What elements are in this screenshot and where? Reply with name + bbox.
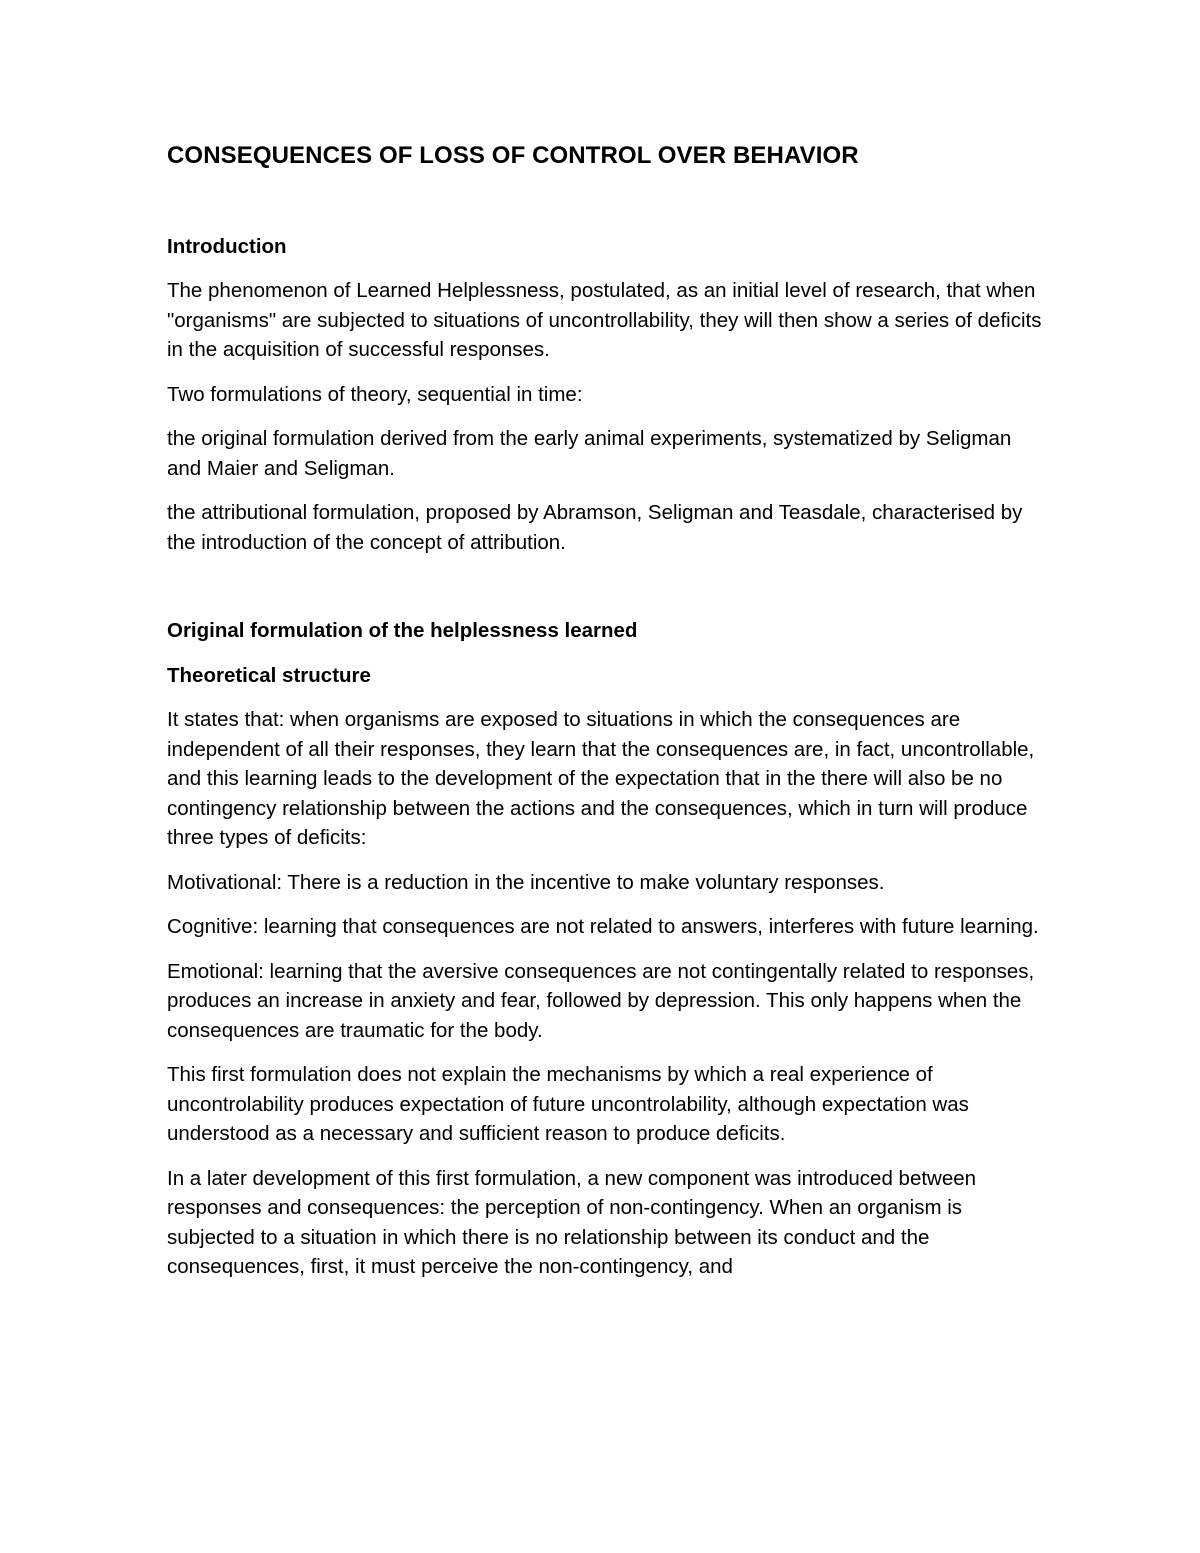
- deficit-emotional: Emotional: learning that the aversive consequences are not contingentally related to responses, produces an increase in anxiety and fear, followed by depression. This only happens when the consequences are traumatic for the body.: [167, 959, 1035, 1042]
- theory-paragraph-5: This first formulation does not explain the mechanisms by which a real experience of uncontrolability produces expectation of future uncontrolability, although expectation was understood as a necessary and sufficient reason to produce deficits.: [167, 1063, 969, 1145]
- intro-paragraph-4: the attributional formulation, proposed by Abramson, Seligman and Teasdale, characterised by the introduction of the concept of attribution.: [167, 501, 1023, 554]
- theory-paragraph-1: It states that: when organisms are exposed to situations in which the consequences are independent of all their responses, they learn that the consequences are, in fact, uncontrollable, and this learning leads to the development of the expectation that in the there will also be no contingency relationship between the actions and the consequences, which in turn will produce three types of deficits:: [167, 708, 1035, 849]
- intro-paragraph-3: the original formulation derived from the early animal experiments, systematized by Seligman and Maier and Seligman.: [167, 427, 1012, 480]
- document-page: [167, 138, 1047, 1282]
- document-title: CONSEQUENCES OF LOSS OF CONTROL OVER BEHAVIOR: [167, 142, 859, 169]
- intro-paragraph-2: Two formulations of theory, sequential in time:: [167, 382, 583, 406]
- introduction-heading: Introduction: [167, 235, 287, 258]
- original-formulation-heading: Original formulation of the helplessness learned: [167, 619, 638, 642]
- deficit-cognitive: Cognitive: learning that consequences are not related to answers, interferes with future learning.: [167, 915, 1039, 938]
- intro-paragraph-1: The phenomenon of Learned Helplessness, postulated, as an initial level of research, that when "organisms" are subjected to situations of uncontrollability, they will then show a series of deficits in the acquisition of successful responses.: [167, 279, 1042, 361]
- theory-paragraph-6: In a later development of this first formulation, a new component was introduced between responses and consequences: the perception of non-contingency. When an organism is subjected to a situation in which there is no relationship between its conduct and the consequences, first, it must perceive the non-contingency, and: [167, 1166, 977, 1278]
- deficit-motivational: Motivational: There is a reduction in the incentive to make voluntary responses.: [167, 870, 885, 894]
- theoretical-structure-heading: Theoretical structure: [167, 664, 371, 687]
